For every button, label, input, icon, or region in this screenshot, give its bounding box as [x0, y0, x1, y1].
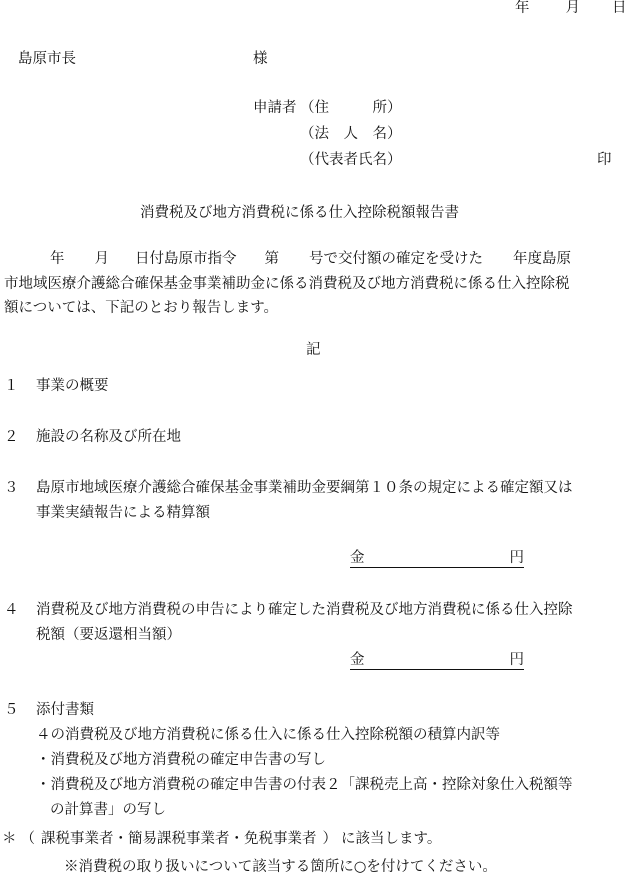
item-2-text: 施設の名称及び所在地	[36, 429, 181, 445]
attachment-2: ・消費税及び地方消費税の確定申告書の写し	[36, 752, 326, 768]
item-3-number: ３	[4, 480, 19, 496]
amount-kin-1: 金	[350, 550, 365, 566]
item-2-number: ２	[4, 429, 19, 445]
amount-field-2	[350, 650, 524, 670]
seal-mark: 印	[597, 152, 612, 168]
body-rest: 号で交付額の確定を受けた	[309, 251, 483, 267]
applicant-corp-label: （法 人 名）	[300, 126, 402, 142]
recipient-honorific: 様	[253, 51, 268, 67]
footnote-open-paren: （	[20, 831, 35, 847]
body-line-1	[50, 249, 571, 269]
amount-field-1	[350, 548, 524, 568]
item-3-text-cont: 事業実績報告による精算額	[36, 505, 210, 521]
body-number-label: 第	[264, 251, 279, 267]
recipient-name: 島原市長	[18, 51, 76, 67]
instruction-note: ※消費税の取り扱いについて該当する箇所に○を付けてください。	[64, 859, 497, 875]
item-5-text: 添付書類	[36, 702, 94, 718]
body-line-2: 市地域医療介護総合確保基金事業補助金に係る消費税及び地方消費税に係る仕入控除税	[4, 276, 570, 292]
amount-yen-2: 円	[509, 652, 524, 668]
body-month: 月	[94, 251, 109, 267]
applicant-rep-label: （代表者氏名）	[300, 152, 402, 168]
item-4-number: ４	[4, 602, 19, 618]
body-dated: 日付島原市指令	[135, 251, 237, 267]
footnote-tail: に該当します。	[341, 831, 442, 847]
footnote-line	[2, 829, 441, 849]
body-year: 年	[50, 251, 65, 267]
item-5-number: ５	[4, 702, 19, 718]
date-month: 月	[565, 0, 580, 16]
date-day: 日	[612, 0, 627, 16]
item-1-number: １	[4, 378, 19, 394]
footnote-options[interactable]: 課税事業者・簡易課税事業者・免税事業者	[41, 831, 317, 847]
item-4-text: 消費税及び地方消費税の申告により確定した消費税及び地方消費税に係る仕入控除	[36, 602, 573, 618]
date-year: 年	[515, 0, 530, 16]
amount-kin-2: 金	[350, 652, 365, 668]
applicant-label: 申請者	[253, 100, 297, 116]
applicant-address-label: （住 所）	[300, 100, 402, 116]
footnote-close-paren: ）	[322, 831, 337, 847]
body-line-3: 額については、下記のとおり報告します。	[4, 300, 279, 316]
attachment-1: ４の消費税及び地方消費税に係る仕入に係る仕入控除税額の積算内訳等	[36, 727, 500, 743]
item-4-text-cont: 税額（要返還相当額）	[36, 627, 181, 643]
date-line	[515, 0, 627, 18]
item-1-text: 事業の概要	[36, 378, 109, 394]
body-fiscal-year: 年度島原	[513, 251, 571, 267]
footnote-star: ＊	[2, 831, 17, 847]
amount-yen-1: 円	[509, 550, 524, 566]
ki-heading: 記	[306, 342, 321, 358]
document-title: 消費税及び地方消費税に係る仕入控除税額報告書	[140, 205, 459, 221]
item-3-text: 島原市地域医療介護総合確保基金事業補助金要綱第１０条の規定による確定額又は	[36, 480, 573, 496]
attachment-3-cont: の計算書」の写し	[50, 802, 166, 818]
attachment-3: ・消費税及び地方消費税の確定申告書の付表２「課税売上高・控除対象仕入税額等	[36, 777, 573, 793]
